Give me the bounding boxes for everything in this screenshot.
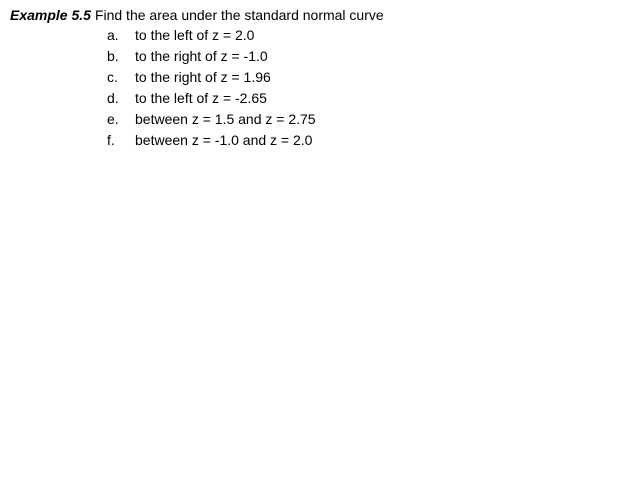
- item-text: to the right of z = 1.96: [135, 69, 271, 85]
- list-item-b: [10, 46, 630, 67]
- item-text: between z = -1.0 and z = 2.0: [135, 132, 313, 148]
- example-label: Example 5.5: [10, 7, 91, 23]
- item-letter: e.: [107, 111, 119, 127]
- item-letter: d.: [107, 90, 119, 106]
- list-item-d: [10, 88, 630, 109]
- item-letter: c.: [107, 69, 118, 85]
- list-item-f: [10, 130, 630, 151]
- example-heading: [10, 5, 630, 25]
- item-text: between z = 1.5 and z = 2.75: [135, 111, 316, 127]
- question-list: [10, 25, 630, 151]
- document-body: [10, 5, 630, 151]
- list-item-a: [10, 25, 630, 46]
- item-letter: a.: [107, 27, 119, 43]
- list-item-e: [10, 109, 630, 130]
- item-text: to the left of z = -2.65: [135, 90, 267, 106]
- item-letter: b.: [107, 48, 119, 64]
- item-letter: f.: [107, 132, 115, 148]
- list-item-c: [10, 67, 630, 88]
- example-prompt: Find the area under the standard normal curve: [94, 7, 384, 23]
- item-text: to the right of z = -1.0: [135, 48, 268, 64]
- item-text: to the left of z = 2.0: [135, 27, 255, 43]
